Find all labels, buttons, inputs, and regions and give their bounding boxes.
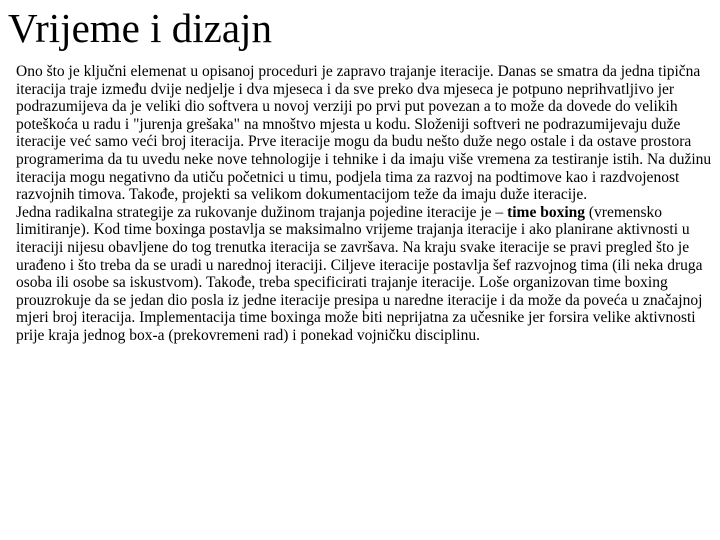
slide-title: Vrijeme i dizajn (8, 5, 272, 51)
time-boxing-term: time boxing (507, 203, 585, 221)
paragraph-time-boxing-rest: (vremensko limitiranje). Kod time boxinga postavlja se maksimalno vrijeme trajanja iteracije i ako planirane aktivnosti u iteraciji nijesu obavljene do tog trenutka iteracija se završava. Na kraju svake iteracije se pravi pregled što je urađeno i što treba da se uradi u narednoj iteraciji. Ciljeve iteracije postavlja šef razvojnog tima (ili neka druga osoba ili osobe sa iskustvom). Takođe, treba specificirati trajanje iteracije. Loše organizovan time boxing prouzrokuje da se jedan dio posla iz jedne iteracije presipa u naredne iteracije i da može da poveća u značajnoj mjeri broj iteracija. Implementacija time boxinga može biti neprijatna za učesnike jer forsira velike aktivnosti prije kraja jednog box-a (prekovremeni rad) i ponekad vojničku disciplinu. (16, 203, 703, 344)
paragraph-time-boxing-intro: Jedna radikalna strategije za rukovanje dužinom trajanja pojedine iteracije je – (16, 203, 508, 221)
paragraph-time-boxing (16, 204, 714, 345)
slide-body (16, 63, 714, 345)
paragraph-iteration-duration: Ono što je ključni elemenat u opisanoj proceduri je zapravo trajanje iteracije. Danas se smatra da jedna tipična iteracija traje između dvije nedjelje i dva mjeseca i da sve preko dva mjeseca je potpuno neprihvatljivo jer podrazumijeva da je veliki dio softvera u novoj verziji po prvi put povezan a to može da dovede do velikih poteškoća u radu i "jurenja grešaka" na mnoštvo mjesta u kodu. Složeniji softveri ne podrazumijevaju duže iteracije već samo veći broj iteracija. Prve iteracije mogu da budu nešto duže nego ostale i da ostave prostora programerima da tu uvedu neke nove tehnologije i tehnike i da imaju više vremena za testiranje istih. Na dužinu iteracija mogu negativno da utiču početnici u timu, podjela tima za razvoj na podtimove kao i razdvojenost razvojnih timova. Takođe, projekti sa velikom dokumentacijom teže da imaju duže iteracije. (16, 63, 712, 204)
